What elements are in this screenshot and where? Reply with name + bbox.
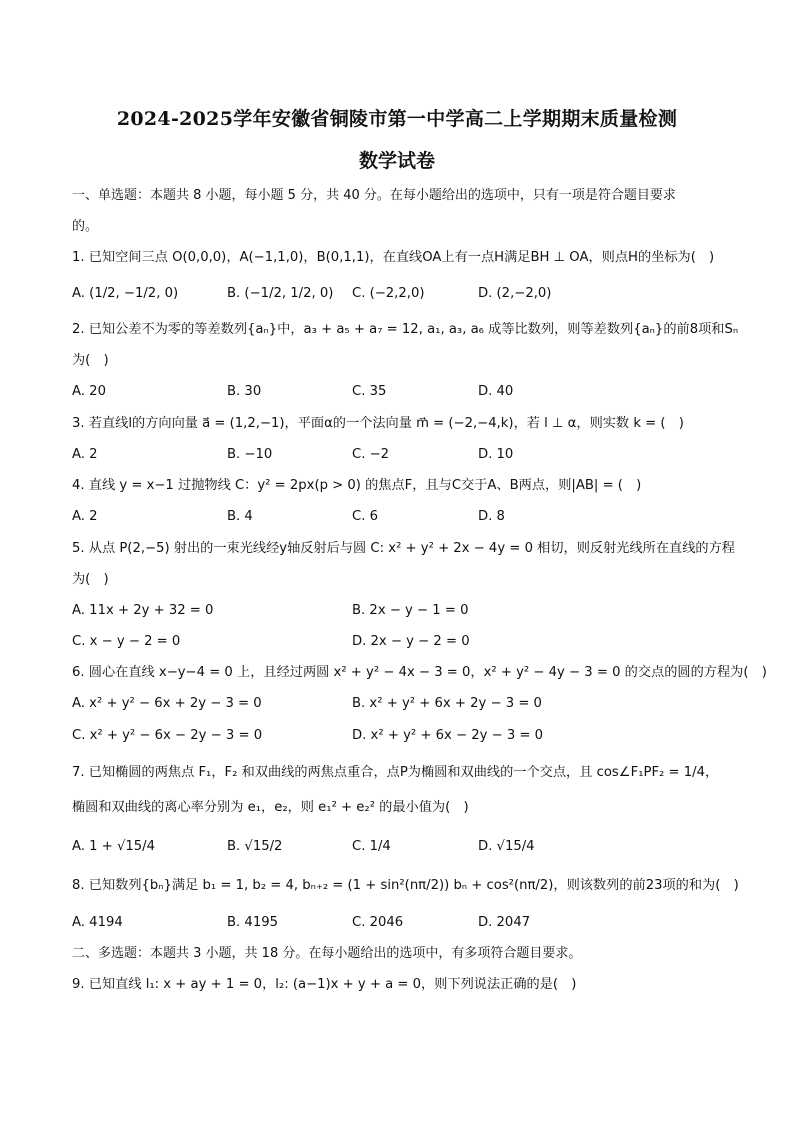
question-6-option-a: A. x² + y² − 6x + 2y − 3 = 0 [72, 696, 262, 711]
question-3-stem: 3. 若直线l的方向向量 a⃗ = (1,2,−1)，平面α的一个法向量 m⃗ = (−2,−4,k)，若 l ⊥ α，则实数 k = ( ) [72, 416, 684, 431]
question-7-option-a: A. 1 + √15/4 [72, 839, 156, 854]
question-2-stem: 2. 已知公差不为零的等差数列{aₙ}中，a₃ + a₅ + a₇ = 12, a₁, a₃, a₆ 成等比数列，则等差数列{aₙ}的前8项和Sₙ [72, 322, 739, 337]
question-4-option-d: D. 8 [478, 509, 505, 524]
question-7-option-c: C. 1/4 [352, 839, 391, 854]
question-3-option-a: A. 2 [72, 447, 98, 462]
question-4-option-a: A. 2 [72, 509, 98, 524]
question-1-option-a: A. (1/2, −1/2, 0) [72, 286, 179, 301]
question-8-option-b: B. 4195 [227, 915, 278, 930]
question-6-option-d: D. x² + y² + 6x − 2y − 3 = 0 [352, 728, 544, 743]
question-7-stem-cont: 椭圆和双曲线的离心率分别为 e₁，e₂，则 e₁² + e₂² 的最小值为( ) [72, 800, 469, 815]
question-5-stem: 5. 从点 P(2,−5) 射出的一束光线经y轴反射后与圆 C: x² + y² + 2x − 4y = 0 相切，则反射光线所在直线的方程 [72, 541, 735, 556]
question-3-option-c: C. −2 [352, 447, 390, 462]
question-2-option-d: D. 40 [478, 384, 514, 399]
section-single-heading: 一、单选题：本题共 8 小题，每小题 5 分，共 40 分。在每小题给出的选项中，只有一项是符合题目要求 [72, 188, 676, 203]
section-multi-heading: 二、多选题：本题共 3 小题，共 18 分。在每小题给出的选项中，有多项符合题目要求。 [72, 946, 582, 961]
question-5-stem-cont: 为( ) [72, 572, 109, 587]
question-6-option-c: C. x² + y² − 6x − 2y − 3 = 0 [72, 728, 263, 743]
question-7-option-d: D. √15/4 [478, 839, 535, 854]
section-single-heading-cont: 的。 [72, 219, 99, 234]
question-2-option-c: C. 35 [352, 384, 387, 399]
question-8-stem: 8. 已知数列{bₙ}满足 b₁ = 1, b₂ = 4, bₙ₊₂ = (1 + sin²(nπ/2)) bₙ + cos²(nπ/2)，则该数列的前23项的和为( ) [72, 878, 739, 893]
question-8-option-a: A. 4194 [72, 915, 123, 930]
question-7-option-b: B. √15/2 [227, 839, 283, 854]
question-5-option-d: D. 2x − y − 2 = 0 [352, 634, 470, 649]
question-2-option-a: A. 20 [72, 384, 106, 399]
question-9-stem: 9. 已知直线 l₁: x + ay + 1 = 0，l₂: (a−1)x + y + a = 0，则下列说法正确的是( ) [72, 977, 577, 992]
question-6-stem: 6. 圆心在直线 x−y−4 = 0 上，且经过两圆 x² + y² − 4x − 3 = 0，x² + y² − 4y − 3 = 0 的交点的圆的方程为( ) [72, 665, 767, 680]
question-1-option-b: B. (−1/2, 1/2, 0) [227, 286, 334, 301]
question-1-stem: 1. 已知空间三点 O(0,0,0)，A(−1,1,0)，B(0,1,1)，在直线OA上有一点H满足BH ⊥ OA，则点H的坐标为( ) [72, 250, 715, 265]
question-1-option-d: D. (2,−2,0) [478, 286, 552, 301]
question-4-option-c: C. 6 [352, 509, 378, 524]
exam-subtitle: 数学试卷 [358, 150, 435, 172]
question-3-option-b: B. −10 [227, 447, 273, 462]
question-5-option-b: B. 2x − y − 1 = 0 [352, 603, 469, 618]
question-4-option-b: B. 4 [227, 509, 253, 524]
question-1-option-c: C. (−2,2,0) [352, 286, 425, 301]
question-8-option-c: C. 2046 [352, 915, 404, 930]
question-7-stem: 7. 已知椭圆的两焦点 F₁，F₂ 和双曲线的两焦点重合，点P为椭圆和双曲线的一个交点，且 cos∠F₁PF₂ = 1/4， [72, 765, 719, 780]
question-4-stem: 4. 直线 y = x−1 过抛物线 C：y² = 2px(p > 0) 的焦点F，且与C交于A、B两点，则|AB| = ( ) [72, 478, 642, 493]
question-5-option-c: C. x − y − 2 = 0 [72, 634, 181, 649]
question-2-option-b: B. 30 [227, 384, 262, 399]
exam-title: 2024-2025学年安徽省铜陵市第一中学高二上学期期末质量检测 [116, 108, 678, 130]
question-3-option-d: D. 10 [478, 447, 514, 462]
question-2-stem-cont: 为( ) [72, 353, 109, 368]
question-5-option-a: A. 11x + 2y + 32 = 0 [72, 603, 214, 618]
question-8-option-d: D. 2047 [478, 915, 531, 930]
question-6-option-b: B. x² + y² + 6x + 2y − 3 = 0 [352, 696, 542, 711]
